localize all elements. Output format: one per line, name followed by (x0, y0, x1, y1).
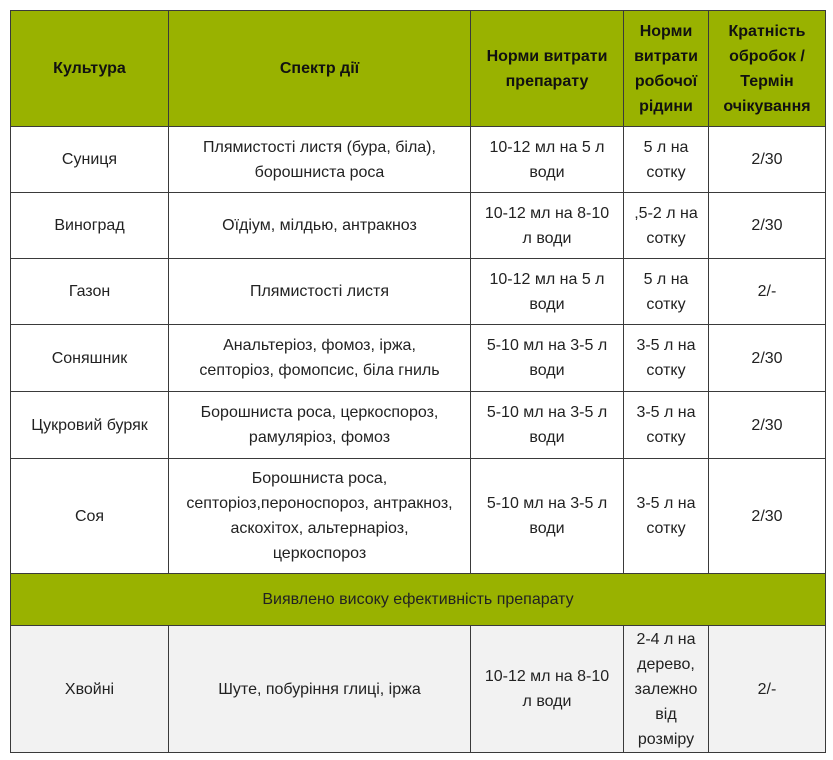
cell-spectrum (169, 193, 471, 259)
norm-line: 10-12 мл на 5 л (489, 138, 605, 156)
table-row (11, 259, 826, 325)
frequency-value: 2/30 (751, 151, 783, 168)
header-spectrum (169, 11, 471, 127)
norm-line: 10-12 мл на 8-10 (484, 668, 610, 685)
liquid-line: сотку (646, 229, 686, 247)
spectrum-line: Оїдіум, мілдью, антракноз (222, 217, 417, 234)
cell-frequency (709, 626, 826, 753)
header-norms-liquid-line: Норми (639, 22, 693, 40)
culture-label: Соя (74, 507, 105, 525)
cell-norm (471, 325, 624, 392)
section-title (11, 574, 826, 626)
cell-culture (11, 259, 169, 325)
table-row (11, 459, 826, 574)
header-norms-drug-line: Норми витрати (486, 47, 608, 65)
spectrum-line: Борошниста роса, (251, 470, 388, 487)
header-frequency-line: очікування (723, 97, 811, 115)
liquid-line: 5 л на (643, 270, 689, 288)
header-norms-drug-line: препарату (505, 72, 589, 90)
liquid-line: сотку (646, 163, 686, 181)
liquid-line: ,5-2 л на (634, 204, 698, 222)
liquid-line: сотку (646, 295, 686, 313)
frequency-value: 2/- (757, 680, 777, 698)
cell-liquid (624, 392, 709, 459)
norm-line: 10-12 мл на 5 л (489, 270, 605, 288)
norm-line: води (529, 163, 565, 181)
norm-line: води (529, 362, 565, 379)
cell-norm (471, 626, 624, 753)
spectrum-line: септоріоз,пероноспороз, антракноз, (186, 495, 453, 512)
header-spectrum-label: Спектр дії (279, 60, 360, 77)
norm-line: л води (522, 693, 572, 710)
spectrum-line: Плямистості листя (249, 283, 390, 300)
norm-line: 5-10 мл на 3-5 л (486, 495, 608, 512)
spectrum-line: борошниста роса (254, 163, 385, 181)
cell-spectrum (169, 459, 471, 574)
liquid-line: 3-5 л на (636, 495, 696, 512)
cell-norm (471, 127, 624, 193)
cell-frequency (709, 193, 826, 259)
liquid-line: сотку (646, 520, 686, 537)
cell-culture (11, 127, 169, 193)
liquid-line: сотку (646, 362, 686, 379)
liquid-line: сотку (646, 429, 686, 446)
liquid-line: 3-5 л на (636, 404, 696, 421)
liquid-line: дерево, (637, 655, 695, 673)
header-norms-drug (471, 11, 624, 127)
cell-liquid (624, 259, 709, 325)
cell-liquid (624, 325, 709, 392)
spectrum-line: Плямистості листя (бура, біла), (203, 138, 436, 156)
header-culture-label: Культура (53, 60, 126, 77)
spectrum-line: церкоспороз (272, 545, 367, 562)
frequency-value: 2/30 (751, 416, 783, 434)
cell-spectrum (169, 325, 471, 392)
cell-frequency (709, 259, 826, 325)
cell-spectrum (169, 259, 471, 325)
culture-label: Цукровий буряк (31, 416, 148, 434)
spectrum-line: септоріоз, фомопсис, біла гниль (199, 362, 440, 379)
frequency-value: 2/30 (751, 349, 783, 367)
table-row (11, 127, 826, 193)
header-norms-liquid-line: витрати (634, 47, 698, 65)
norm-line: води (529, 295, 565, 313)
cell-culture (11, 626, 169, 753)
culture-label: Суниця (61, 151, 118, 168)
spectrum-line: аскохітох, альтернаріоз, (230, 520, 409, 537)
cell-culture (11, 392, 169, 459)
header-frequency-line: Термін (740, 72, 794, 90)
cell-liquid (624, 626, 709, 753)
frequency-value: 2/- (757, 283, 777, 300)
norm-line: води (529, 429, 565, 446)
cell-frequency (709, 459, 826, 574)
section-row (11, 574, 826, 626)
cell-liquid (624, 127, 709, 193)
cell-frequency (709, 392, 826, 459)
norm-line: 10-12 мл на 8-10 (484, 204, 610, 222)
cell-frequency (709, 325, 826, 392)
liquid-line: 2-4 л на (636, 630, 696, 648)
spectrum-line: рамуляріоз, фомоз (248, 429, 391, 446)
header-frequency-line: Кратність (728, 22, 806, 40)
header-frequency (709, 11, 826, 127)
header-row (11, 11, 826, 127)
liquid-line: 3-5 л на (636, 337, 696, 354)
liquid-line: 5 л на (643, 138, 689, 156)
cell-norm (471, 459, 624, 574)
section-title-label: Виявлено високу ефективність препарату (262, 591, 574, 608)
cell-frequency (709, 127, 826, 193)
cell-liquid (624, 459, 709, 574)
frequency-value: 2/30 (751, 217, 783, 234)
norm-line: 5-10 мл на 3-5 л (486, 337, 608, 354)
dosage-table (10, 10, 826, 753)
cell-culture (11, 459, 169, 574)
cell-culture (11, 193, 169, 259)
table-row (11, 325, 826, 392)
header-frequency-line: обробок / (729, 47, 805, 65)
cell-spectrum (169, 392, 471, 459)
header-norms-liquid (624, 11, 709, 127)
table-row (11, 626, 826, 753)
frequency-value: 2/30 (751, 507, 783, 525)
liquid-line: від (655, 705, 677, 723)
table-row (11, 392, 826, 459)
cell-liquid (624, 193, 709, 259)
spectrum-line: Борошниста роса, церкоспороз, (200, 404, 439, 421)
culture-label: Виноград (54, 217, 125, 234)
table-row (11, 193, 826, 259)
header-culture (11, 11, 169, 127)
culture-label: Хвойні (64, 680, 115, 698)
header-norms-liquid-line: робочої (634, 72, 698, 90)
liquid-line: залежно (634, 680, 698, 698)
cell-culture (11, 325, 169, 392)
norm-line: води (529, 520, 565, 537)
norm-line: л води (522, 229, 572, 247)
spectrum-line: Анальтеріоз, фомоз, іржа, (223, 337, 416, 354)
liquid-line: розміру (637, 730, 695, 748)
culture-label: Соняшник (51, 349, 128, 367)
culture-label: Газон (68, 283, 111, 300)
cell-norm (471, 259, 624, 325)
norm-line: 5-10 мл на 3-5 л (486, 404, 608, 421)
spectrum-line: Шуте, побуріння глиці, іржа (218, 680, 421, 698)
cell-spectrum (169, 626, 471, 753)
cell-spectrum (169, 127, 471, 193)
header-norms-liquid-line: рідини (639, 97, 693, 115)
cell-norm (471, 392, 624, 459)
cell-norm (471, 193, 624, 259)
